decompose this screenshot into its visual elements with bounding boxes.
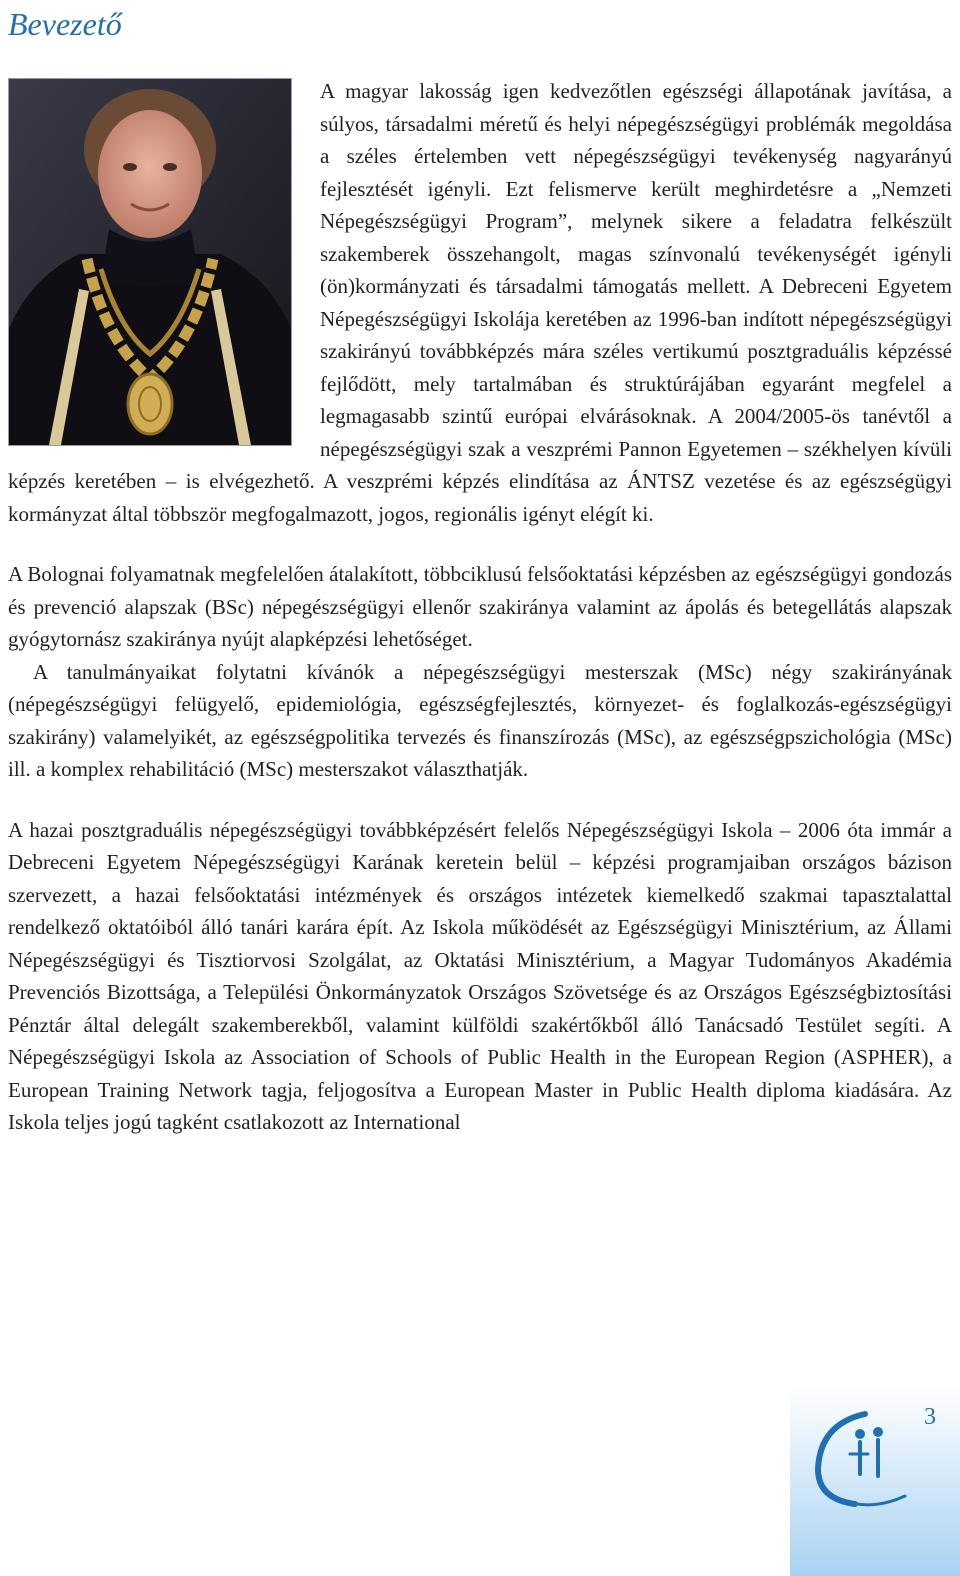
paragraph-4: A hazai posztgraduális népegészségügyi továbbképzésért felelős Népegészségügyi Iskola – 2006 óta immár a Debreceni Egyetem Népegészségügyi Karának keretein belül – képzési programjaiban országos bázison szervezett, a hazai felsőoktatási intézmények és országos intézetek kiemelkedő szakmai tapasztalattal rendelkező oktatóiból álló tanári karára épít. Az Iskola működését az Egészségügyi Minisztérium, az Állami Népegészségügyi és Tisztiorvosi Szolgálat, az Oktatási Minisztérium, a Magyar Tudományos Akadémia Prevenciós Bizottsága, a Települési Önkormányzatok Országos Szövetsége és az Országos Egészségbiztosítási Pénztár által delegált szakemberekből, valamint külföldi szakértőkből álló Tanácsadó Testület segíti. A Népegészségügyi Iskola az Association of Schools of Public Health in the European Region (ASPHER), a European Training Network tagja, feljogosítva a European Master in Public Health diploma kiadására. Az Iskola teljes jogú tagként csatlakozott az International xyxy=(8,817,952,1134)
paragraph-2: A Bolognai folyamatnak megfelelően átalakított, többciklusú felsőoktatási képzésben az egészségügyi gondozás és prevenció alapszak (BSc) népegészségügyi ellenőr szakiránya valamint az ápolás és betegellátás alapszak gyógytornász szakiránya nyújt alapképzési lehetőséget. xyxy=(8,562,952,651)
page-corner-decoration xyxy=(790,1386,960,1576)
page-title: Bevezető xyxy=(8,6,122,42)
body-text xyxy=(8,75,952,1139)
page-number: 3 xyxy=(924,1404,936,1430)
paragraph-3: A tanulmányaikat folytatni kívánók a népegészségügyi mesterszak (MSc) négy szakirányának (népegészségügyi felügyelő, epidemiológia, egészségfejlesztés, környezet- és foglalkozás-egészségügyi szakirány) valamelyikét, az egészségpolitika tervezés és finanszírozás (MSc), az egészségpszichológia (MSc) ill. a komplex rehabilitáció (MSc) mesterszakot választhatják. xyxy=(8,659,952,781)
paragraph-1: A magyar lakosság igen kedvezőtlen egészségi állapotának javítása, a súlyos, társadalmi méretű és helyi népegészségügyi problémák megoldása a széles értelemben vett népegészségügyi tevékenység nagyarányú fejlesztését igényli. Ezt felismerve került meghirdetésre a „Nemzeti Népegészségügyi Program”, melynek sikere a feladatra felkészült szakemberek összehangolt, magas színvonalú tevékenységét igényli (ön)kormányzati és társadalmi támogatás mellett. A Debreceni Egyetem Népegészségügyi Iskolája keretében az 1996-ban indított népegészségügyi szakirányú továbbképzés mára széles vertikumú posztgraduális képzéssé fejlődött, mely tartalmában és struktúrájában egyaránt megfelel a legmagasabb szintű európai elvárásoknak. A 2004/2005-ös tanévtől a népegészségügyi szak a veszprémi Pannon Egyetemen – székhelyen kívüli képzés keretében – is elvégezhető. A veszprémi képzés elindítása az ÁNTSZ vezetése és az egészségügyi kormányzat által többször megfogalmazott, jogos, regionális igényt elégít ki. xyxy=(8,79,952,526)
portrait-photo xyxy=(8,78,292,446)
school-logo-icon xyxy=(810,1404,910,1514)
